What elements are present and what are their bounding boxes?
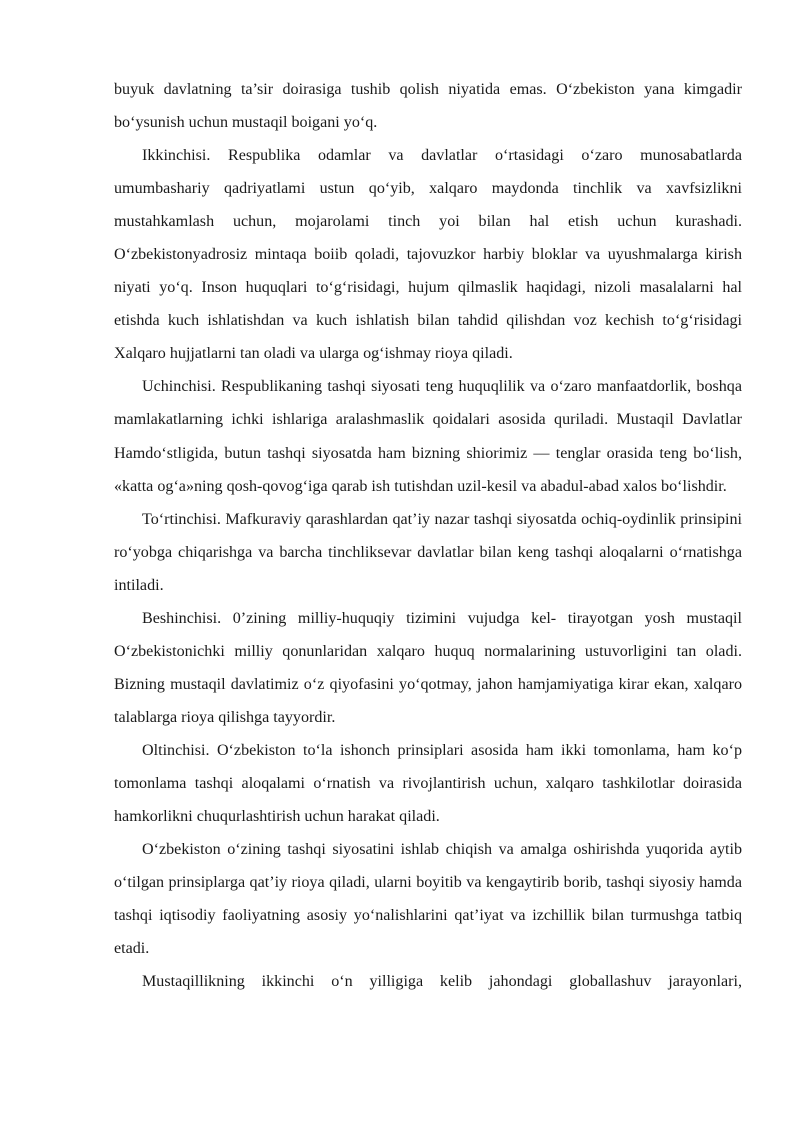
paragraph-foreign-policy-summary: O‘zbekiston o‘zining tashqi siyosatini ishlab chiqish va amalga oshirishda yuqorida aytib o‘tilgan prinsiplarga qat’iy rioya qiladi, ularni boyitib va kengaytirib borib, tashqi siyosiy hamda tashqi iqtisodiy faoliyatning asosiy yo‘nalishlarini qat’iyat va izchillik bilan turmushga tatbiq etadi.	[114, 841, 742, 958]
paragraph-second-principle: Ikkinchisi. Respublika odamlar va davlatlar o‘rtasidagi o‘zaro munosabatlarda umumbashariy qadriyatlami ustun qo‘yib, xalqaro maydonda tinchlik va xavfsizlikni mustahkamlash uchun, mojarolami tinch yoi bilan hal etish uchun kurashadi. O‘zbekistonyadrosiz mintaqa boiib qoladi, tajovuzkor harbiy bloklar va uyushmalarga kirish niyati yo‘q. Inson huquqlari to‘g‘risidagi, hujum qilmaslik haqidagi, nizoli masalalarni hal etishda kuch ishlatishdan va kuch ishlatish bilan tahdid qilishdan voz kechish to‘g‘risidagi Xalqaro hujjatlarni tan oladi va ularga og‘ishmay rioya qiladi.	[114, 147, 742, 363]
paragraph-fifth-principle: Beshinchisi. 0’zining milliy-huquqiy tizimini vujudga kel- tirayotgan yosh mustaqil O‘zbekistonichki milliy qonunlaridan xalqaro huquq normalarining ustuvorligini tan oladi. Bizning mustaqil davlatimiz o‘z qiyofasini yo‘qotmay, jahon hamjamiyatiga kirar ekan, xalqaro talablarga rioya qilishga tayyordir.	[114, 609, 742, 726]
paragraph-continuation: buyuk davlatning ta’sir doirasiga tushib qolish niyatida emas. O‘zbekiston yana kimgadir bo‘ysunish uchun mustaqil boigani yo‘q.	[114, 81, 742, 132]
document-page	[114, 73, 742, 998]
paragraph-third-principle: Uchinchisi. Respublikaning tashqi siyosati teng huquqlilik va o‘zaro manfaatdorlik, boshqa mamlakatlarning ichki ishlariga aralashmaslik qoidalari asosida quriladi. Mustaqil Davlatlar Hamdo‘stligida, butun tashqi siyosatda ham bizning shiorimiz — tenglar orasida teng bo‘lish, «katta og‘a»ning qosh-qovog‘iga qarab ish tutishdan uzil-kesil va abadul-abad xalos bo‘lishdir.	[114, 378, 742, 495]
paragraph-independence-decade: Mustaqillikning ikkinchi o‘n yilligiga kelib jahondagi globallashuv jarayonlari,	[142, 973, 742, 991]
paragraph-sixth-principle: Oltinchisi. O‘zbekiston to‘la ishonch prinsiplari asosida ham ikki tomonlama, ham ko‘p tomonlama tashqi aloqalami o‘rnatish va rivojlantirish uchun, xalqaro tashkilotlar doirasida hamkorlikni chuqurlashtirish uchun harakat qiladi.	[114, 741, 742, 826]
paragraph-fourth-principle: To‘rtinchisi. Mafkuraviy qarashlardan qat’iy nazar tashqi siyosatda ochiq-oydinlik prinsipini ro‘yobga chiqarishga va barcha tinchliksevar davlatlar bilan keng tashqi aloqalarni o‘rnatishga intiladi.	[114, 510, 742, 594]
